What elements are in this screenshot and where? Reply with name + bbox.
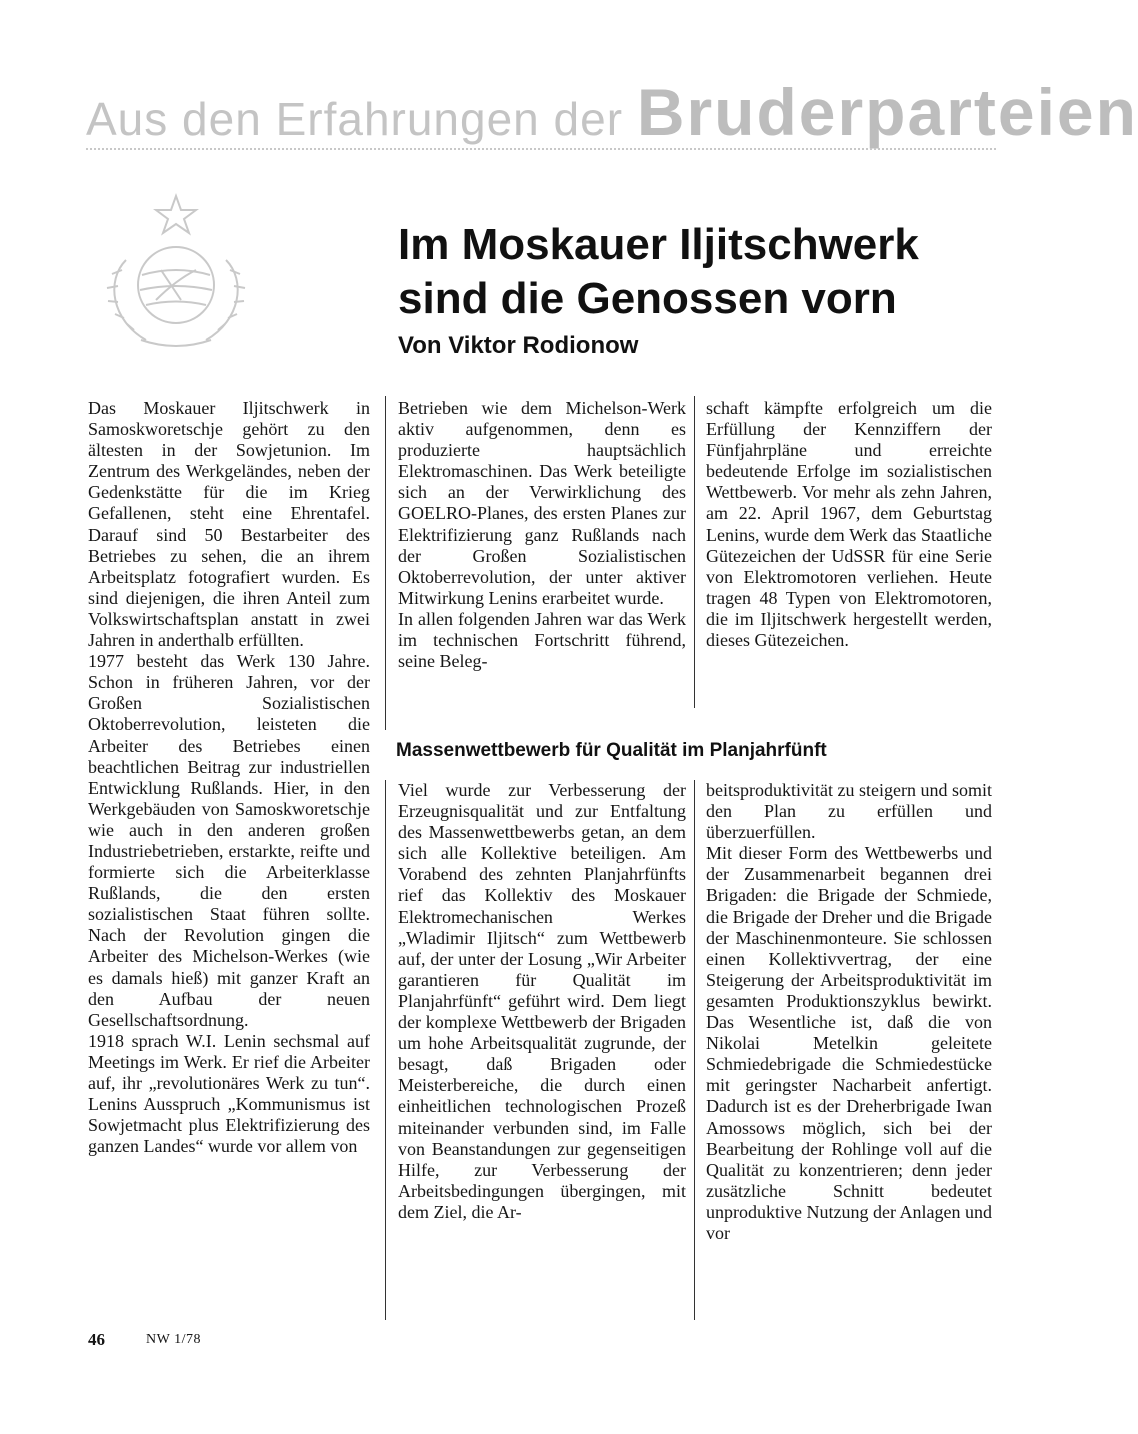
page-number: 46	[88, 1330, 105, 1349]
paragraph: Viel wurde zur Verbesserung der Erzeugnisqualität und zur Entfaltung des Massenwettbewerbs getan, an dem sich alle Kollektive beteiligen. Am Vorabend des zehnten Planjahrfünfts rief das Kollektiv des Moskauer Elektromechanischen Werkes „Wladimir Iljitsch“ zum Wettbewerb auf, der unter der Losung „Wir Arbeiter garantieren für Qualität im Planjahrfünft“ geführt wird. Dem liegt der komplexe Wettbewerb der Brigaden um hohe Arbeitsqualität zugrunde, der besagt, daß Brigaden oder Meisterbereiche, die durch einen einheitlichen technologischen Prozeß miteinander verbunden sind, im Falle von Beanstandungen zur gegenseitigen Hilfe, zur Verbesserung der Arbeitsbedingungen übergingen, mit dem Ziel, die Ar-	[398, 780, 686, 1222]
paragraph: 1977 besteht das Werk 130 Jahre. Schon in früheren Jahren, vor der Großen Sozialistischen Oktoberrevolution, leisteten die Arbeiter des Betriebes einen beachtlichen Beitrag zur industriellen Entwicklung Rußlands. Hier, in den Werkgebäuden von Samoskworetschje wie auch in den anderen großen Industriebetrieben, erstarkte, reifte und formierte sich die Arbeiterklasse Rußlands, die den ersten sozialistischen Staat führen sollte. Nach der Revolution gingen die Arbeiter des Michelson-Werkes (wie es damals hieß) mit ganzer Kraft an den Aufbau der neuen Gesellschaftsordnung.	[88, 651, 370, 1030]
section-kicker	[86, 64, 1138, 160]
paragraph: Mit dieser Form des Wettbewerbs und der Zusammenarbeit begannen drei Brigaden: die Brigade der Schmiede, die Brigade der Dreher und die Brigade der Maschinenmonteure. Sie schlossen einen Kollektivvertrag, der eine Steigerung der Arbeitsproduktivität im gesamten Produktionszyklus bewirkt. Das Wesentliche ist, daß die von Nikolai Metelkin geleitete Schmiedebrigade die Schmiedestücke mit geringster Nacharbeit anfertigt. Dadurch ist es der Dreherbrigade Iwan Amossows möglich, sich bei der Bearbeitung der Rohlinge voll auf die Qualität zu konzentrieren; denn jeder zusätzliche Schnitt bedeutet unproduktive Nutzung der Anlagen und vor	[706, 843, 992, 1243]
section-kicker-part1: Aus den Erfahrungen der	[86, 93, 624, 145]
paragraph: Betrieben wie dem Michelson-Werk aktiv aufgenommen, denn es produzierte hauptsächlich Elektromaschinen. Das Werk beteiligte sich an der Verwirklichung des GOELRO-Planes, des ersten Planes zur Elektrifizierung ganz Rußlands nach der Großen Sozialistischen Oktoberrevolution, der unter aktiver Mitwirkung Lenins erarbeitet wurde.	[398, 398, 686, 608]
column-3-top	[706, 398, 992, 651]
column-2-bottom	[398, 780, 686, 1223]
paragraph: beitsproduktivität zu steigern und somit den Plan zu erfüllen und überzuerfüllen.	[706, 780, 992, 843]
column-divider	[694, 780, 695, 1320]
issue-label: NW 1/78	[146, 1332, 201, 1347]
kicker-divider	[86, 148, 996, 150]
column-divider	[694, 396, 695, 708]
paragraph: 1918 sprach W.I. Lenin sechsmal auf Meetings im Werk. Er rief die Arbeiter auf, ihr „revolutionäres Werk zu tun“. Lenins Ausspruch „Kommunismus ist Sowjetmacht plus Elektrifizierung des ganzen Landes“ wurde vor allem von	[88, 1030, 370, 1157]
article-headline	[398, 218, 998, 326]
paragraph: schaft kämpfte erfolgreich um die Erfüllung der Kennziffern der Fünfjahrpläne und erreichte bedeutende Erfolge im sozialistischen Wettbewerb. Vor mehr als zehn Jahren, am 22. April 1967, dem Geburtstag Lenins, wurde dem Werk das Staatliche Gütezeichen der UdSSR für eine Serie von Elektromotoren verliehen. Heute tragen 48 Typen von Elektromotoren, die im Iljitschwerk hergestellt werden, dieses Gütezeichen.	[706, 398, 992, 651]
section-kicker-part2: Bruderparteien	[636, 75, 1138, 149]
headline-line-2: sind die Genossen vorn	[398, 274, 897, 323]
section-subheading: Massenwettbewerb für Qualität im Planjahrfünft	[396, 740, 827, 761]
column-divider	[385, 396, 386, 730]
byline: Von Viktor Rodionow	[398, 332, 639, 359]
paragraph: In allen folgenden Jahren war das Werk im technischen Fortschritt führend, seine Beleg-	[398, 608, 686, 672]
column-3-bottom	[706, 780, 992, 1244]
column-2-top	[398, 398, 686, 672]
column-1	[88, 398, 370, 1157]
paragraph: Das Moskauer Iljitschwerk in Samoskworetschje gehört zu den ältesten in der Sowjetunion. Im Zentrum des Werkgeländes, neben der Gedenkstätte für die im Krieg Gefallenen, steht eine Ehrentafel. Darauf sind 50 Bestarbeiter des Betriebes zu sehen, die an ihrem Arbeitsplatz fotografiert wurden. Es sind diejenigen, die ihren Anteil zum Volkswirtschaftsplan anstatt in zwei Jahren in anderthalb erfüllten.	[88, 398, 370, 651]
headline-line-1: Im Moskauer Iljitschwerk	[398, 220, 919, 269]
column-divider	[385, 780, 386, 1320]
state-emblem-icon	[86, 190, 266, 355]
